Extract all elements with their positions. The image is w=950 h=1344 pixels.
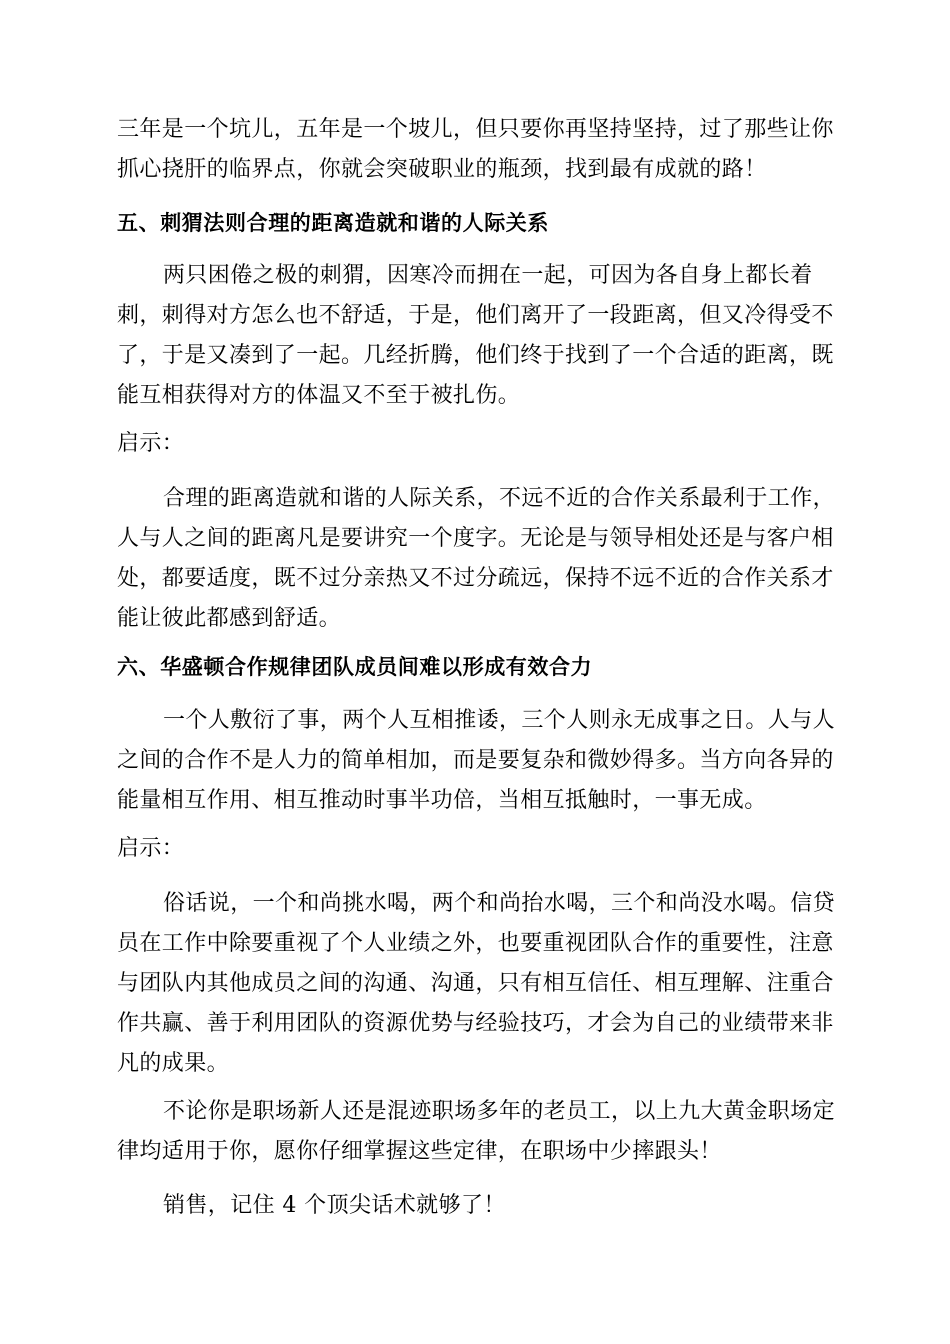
- paragraph-washington-story: 一个人敷衍了事，两个人互相推诿，三个人则永无成事之日。人与人之间的合作不是人力的简单相加，而是要复杂和微妙得多。当方向各异的能量相互作用、相互推动时事半功倍，当相互抵触时，一事无成。: [117, 708, 836, 813]
- section-heading-washington-law: 六、华盛顿合作规律团队成员间难以形成有效合力: [117, 655, 593, 679]
- paragraph-sales-teaser: 销售，记住 4 个顶尖话术就够了！: [163, 1193, 506, 1218]
- paragraph-hedgehog-story: 两只困倦之极的刺猬，因寒冷而拥在一起，可因为各自身上都长着刺，刺得对方怎么也不舒适，于是，他们离开了一段距离，但又冷得受不了，于是又凑到了一起。几经折腾，他们终于找到了一个合适的距离，既能互相获得对方的体温又不至于被扎伤。: [117, 263, 834, 408]
- paragraph-insight-label-2: 启示：: [117, 836, 185, 861]
- paragraph-conclusion: 不论你是职场新人还是混迹职场多年的老员工，以上九大黄金职场定律均适用于你，愿你仔细掌握这些定律，在职场中少摔跟头！: [117, 1099, 836, 1164]
- paragraph-teamwork-insight: 俗话说，一个和尚挑水喝，两个和尚抬水喝，三个和尚没水喝。信贷员在工作中除要重视了个人业绩之外，也要重视团队合作的重要性，注意与团队内其他成员之间的沟通、沟通，只有相互信任、相互理解、注重合作共赢、善于利用团队的资源优势与经验技巧，才会为自己的业绩带来非凡的成果。: [117, 891, 836, 1076]
- paragraph-career-bottleneck: 三年是一个坑儿，五年是一个坡儿，但只要你再坚持坚持，过了那些让你抓心挠肝的临界点，你就会突破职业的瓶颈，找到最有成就的路！: [117, 117, 834, 182]
- paragraph-hedgehog-insight: 合理的距离造就和谐的人际关系，不远不近的合作关系最利于工作，人与人之间的距离凡是要讲究一个度字。无论是与领导相处还是与客户相处，都要适度，既不过分亲热又不过分疏远，保持不远不近的合作关系才能让彼此都感到舒适。: [117, 486, 836, 631]
- paragraph-insight-label-1: 启示：: [117, 431, 185, 456]
- section-heading-hedgehog-law: 五、刺猬法则合理的距离造就和谐的人际关系: [117, 211, 549, 235]
